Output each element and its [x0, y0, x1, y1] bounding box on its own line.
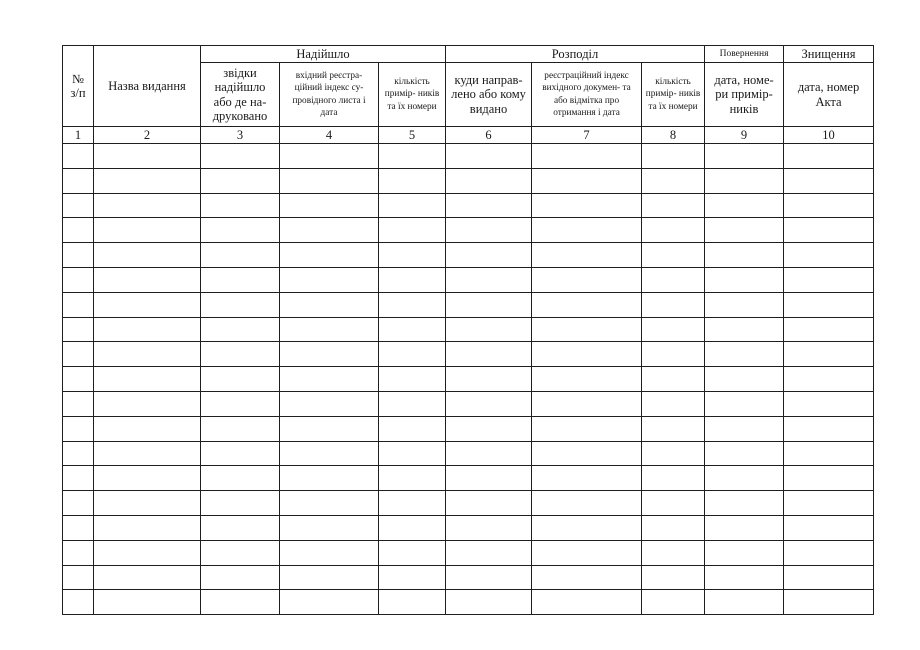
- distributed-copies-header: кількість примір- ників та їх номери: [642, 63, 705, 127]
- table-cell: [201, 540, 280, 565]
- table-cell: [642, 367, 705, 392]
- table-cell: [280, 515, 379, 540]
- table-cell: [784, 144, 874, 169]
- table-cell: [63, 342, 94, 367]
- table-cell: [63, 515, 94, 540]
- table-cell: [379, 491, 446, 516]
- table-cell: [201, 317, 280, 342]
- table-cell: [784, 515, 874, 540]
- table-cell: [784, 342, 874, 367]
- table-cell: [532, 565, 642, 590]
- table-cell: [642, 193, 705, 218]
- table-row: [63, 367, 874, 392]
- table-cell: [784, 267, 874, 292]
- table-row: [63, 391, 874, 416]
- table-cell: [280, 292, 379, 317]
- destruction-group-header: Знищення: [784, 46, 874, 63]
- table-cell: [642, 144, 705, 169]
- table-cell: [446, 590, 532, 615]
- table-cell: [280, 342, 379, 367]
- table-cell: [63, 144, 94, 169]
- table-cell: [784, 416, 874, 441]
- column-number: 8: [642, 127, 705, 144]
- table-cell: [201, 267, 280, 292]
- table-cell: [379, 317, 446, 342]
- table-cell: [201, 193, 280, 218]
- table-cell: [446, 565, 532, 590]
- table-cell: [532, 243, 642, 268]
- table-cell: [705, 168, 784, 193]
- table-cell: [63, 243, 94, 268]
- table-row: [63, 416, 874, 441]
- table-cell: [63, 292, 94, 317]
- table-cell: [63, 367, 94, 392]
- table-cell: [379, 391, 446, 416]
- table-cell: [642, 441, 705, 466]
- table-row: [63, 168, 874, 193]
- table-cell: [280, 590, 379, 615]
- table-cell: [446, 540, 532, 565]
- table-cell: [446, 218, 532, 243]
- table-cell: [63, 441, 94, 466]
- table-row: [63, 565, 874, 590]
- table-cell: [280, 565, 379, 590]
- table-cell: [784, 218, 874, 243]
- table-cell: [280, 243, 379, 268]
- table-cell: [379, 193, 446, 218]
- table-cell: [63, 391, 94, 416]
- table-cell: [784, 168, 874, 193]
- table-cell: [63, 193, 94, 218]
- table-cell: [94, 491, 201, 516]
- table-cell: [201, 441, 280, 466]
- table-cell: [784, 540, 874, 565]
- table-cell: [705, 565, 784, 590]
- table-cell: [532, 590, 642, 615]
- table-cell: [446, 144, 532, 169]
- table-cell: [446, 466, 532, 491]
- table-cell: [532, 168, 642, 193]
- table-cell: [280, 367, 379, 392]
- table-cell: [532, 441, 642, 466]
- column-number: 7: [532, 127, 642, 144]
- table-cell: [705, 218, 784, 243]
- table-cell: [280, 168, 379, 193]
- table-cell: [379, 218, 446, 243]
- table-row: [63, 317, 874, 342]
- table-cell: [94, 342, 201, 367]
- table-cell: [784, 292, 874, 317]
- table-cell: [379, 565, 446, 590]
- table-cell: [63, 565, 94, 590]
- table-cell: [705, 267, 784, 292]
- table-cell: [784, 441, 874, 466]
- table-cell: [705, 342, 784, 367]
- table-cell: [705, 193, 784, 218]
- table-cell: [532, 540, 642, 565]
- table-cell: [201, 367, 280, 392]
- table-row: [63, 193, 874, 218]
- table-cell: [705, 144, 784, 169]
- table-row: [63, 590, 874, 615]
- table-cell: [63, 466, 94, 491]
- table-cell: [446, 441, 532, 466]
- table-cell: [784, 243, 874, 268]
- column-number: 4: [280, 127, 379, 144]
- table-row: [63, 144, 874, 169]
- incoming-index-header: вхідний реєстра- ційний індекс су- провідного листа і дата: [280, 63, 379, 127]
- column-number: 1: [63, 127, 94, 144]
- table-cell: [94, 367, 201, 392]
- received-group-header: Надійшло: [201, 46, 446, 63]
- table-cell: [63, 491, 94, 516]
- destination-header: куди направ- лено або кому видано: [446, 63, 532, 127]
- table-cell: [532, 367, 642, 392]
- table-cell: [705, 367, 784, 392]
- table-cell: [784, 491, 874, 516]
- table-cell: [94, 540, 201, 565]
- table-cell: [642, 590, 705, 615]
- table-cell: [642, 342, 705, 367]
- table-cell: [94, 243, 201, 268]
- table-body: [63, 144, 874, 615]
- table-cell: [446, 317, 532, 342]
- table-cell: [705, 416, 784, 441]
- return-date-header: дата, номе- ри примір- ників: [705, 63, 784, 127]
- table-cell: [280, 144, 379, 169]
- table-cell: [94, 416, 201, 441]
- table-cell: [201, 416, 280, 441]
- table-cell: [784, 590, 874, 615]
- table-cell: [446, 243, 532, 268]
- table-cell: [280, 267, 379, 292]
- table-cell: [446, 342, 532, 367]
- table-cell: [705, 391, 784, 416]
- table-cell: [446, 193, 532, 218]
- table-row: [63, 342, 874, 367]
- table-cell: [784, 367, 874, 392]
- table-cell: [201, 391, 280, 416]
- table-cell: [532, 416, 642, 441]
- table-cell: [94, 218, 201, 243]
- table-cell: [532, 391, 642, 416]
- table-cell: [532, 144, 642, 169]
- table-cell: [94, 466, 201, 491]
- table-cell: [280, 491, 379, 516]
- table-cell: [705, 540, 784, 565]
- table-cell: [532, 267, 642, 292]
- table-row: [63, 218, 874, 243]
- table-cell: [446, 367, 532, 392]
- column-number: 5: [379, 127, 446, 144]
- table-cell: [784, 193, 874, 218]
- table-cell: [642, 243, 705, 268]
- table-cell: [532, 193, 642, 218]
- table-cell: [280, 218, 379, 243]
- table-cell: [280, 416, 379, 441]
- table-cell: [446, 391, 532, 416]
- table-cell: [379, 292, 446, 317]
- table-cell: [784, 466, 874, 491]
- table-cell: [201, 218, 280, 243]
- table-cell: [94, 292, 201, 317]
- table-cell: [532, 515, 642, 540]
- table-cell: [94, 193, 201, 218]
- table-cell: [642, 168, 705, 193]
- table-cell: [201, 590, 280, 615]
- table-cell: [63, 218, 94, 243]
- table-cell: [201, 243, 280, 268]
- title-header: Назва видання: [94, 46, 201, 127]
- table-cell: [201, 565, 280, 590]
- table-cell: [642, 565, 705, 590]
- column-number: 9: [705, 127, 784, 144]
- table-cell: [532, 292, 642, 317]
- table-cell: [94, 441, 201, 466]
- table-cell: [446, 168, 532, 193]
- table-cell: [94, 267, 201, 292]
- table-cell: [379, 540, 446, 565]
- table-cell: [642, 218, 705, 243]
- table-row: [63, 466, 874, 491]
- table-cell: [705, 441, 784, 466]
- table-cell: [201, 491, 280, 516]
- table-cell: [63, 267, 94, 292]
- return-group-header: Повернення: [705, 46, 784, 63]
- table-row: [63, 491, 874, 516]
- table-cell: [280, 441, 379, 466]
- table-cell: [379, 267, 446, 292]
- table-cell: [379, 342, 446, 367]
- table-cell: [532, 342, 642, 367]
- table-row: [63, 515, 874, 540]
- table-cell: [379, 590, 446, 615]
- table-cell: [94, 168, 201, 193]
- table-row: [63, 540, 874, 565]
- table-cell: [201, 515, 280, 540]
- table-cell: [201, 144, 280, 169]
- table-cell: [63, 416, 94, 441]
- table-cell: [705, 491, 784, 516]
- table-cell: [532, 491, 642, 516]
- table-cell: [63, 317, 94, 342]
- column-number: 6: [446, 127, 532, 144]
- table-cell: [705, 590, 784, 615]
- table-cell: [642, 267, 705, 292]
- table-cell: [446, 515, 532, 540]
- register-table: [62, 45, 874, 615]
- table-cell: [201, 292, 280, 317]
- table-cell: [446, 416, 532, 441]
- table-cell: [532, 466, 642, 491]
- source-header: звідки надійшло або де на- друковано: [201, 63, 280, 127]
- table-cell: [642, 391, 705, 416]
- table-cell: [446, 491, 532, 516]
- table-cell: [705, 317, 784, 342]
- table-cell: [280, 540, 379, 565]
- table-cell: [379, 416, 446, 441]
- table-cell: [705, 292, 784, 317]
- table-cell: [642, 466, 705, 491]
- table-cell: [446, 267, 532, 292]
- table-cell: [705, 466, 784, 491]
- table-cell: [642, 491, 705, 516]
- destruction-act-header: дата, номер Акта: [784, 63, 874, 127]
- table-row: [63, 292, 874, 317]
- received-copies-header: кількість примір- ників та їх номери: [379, 63, 446, 127]
- outgoing-index-header: реєстраційний індекс вихідного докумен- та або відмітка про отримання і дата: [532, 63, 642, 127]
- column-number: 10: [784, 127, 874, 144]
- table-cell: [379, 515, 446, 540]
- table-cell: [379, 466, 446, 491]
- table-cell: [201, 466, 280, 491]
- table-cell: [63, 590, 94, 615]
- table-cell: [94, 565, 201, 590]
- table-cell: [94, 391, 201, 416]
- table-cell: [379, 441, 446, 466]
- table-cell: [642, 416, 705, 441]
- table-cell: [63, 540, 94, 565]
- table-cell: [642, 540, 705, 565]
- table-cell: [705, 515, 784, 540]
- distribution-group-header: Розподіл: [446, 46, 705, 63]
- table-cell: [201, 342, 280, 367]
- table-cell: [705, 243, 784, 268]
- table-cell: [201, 168, 280, 193]
- table-row: [63, 267, 874, 292]
- table-cell: [280, 317, 379, 342]
- table-cell: [94, 144, 201, 169]
- table-cell: [63, 168, 94, 193]
- table-cell: [280, 466, 379, 491]
- table-cell: [379, 168, 446, 193]
- table-cell: [94, 590, 201, 615]
- table-cell: [784, 391, 874, 416]
- table-cell: [642, 317, 705, 342]
- table-row: [63, 441, 874, 466]
- table-cell: [94, 515, 201, 540]
- table-cell: [94, 317, 201, 342]
- table-cell: [784, 565, 874, 590]
- table-row: [63, 243, 874, 268]
- table-cell: [446, 292, 532, 317]
- column-number: 2: [94, 127, 201, 144]
- table-cell: [280, 193, 379, 218]
- table-cell: [379, 144, 446, 169]
- table-cell: [280, 391, 379, 416]
- table-cell: [642, 515, 705, 540]
- table-cell: [379, 243, 446, 268]
- table-cell: [532, 218, 642, 243]
- column-number: 3: [201, 127, 280, 144]
- column-number-row: [63, 127, 874, 144]
- table-cell: [532, 317, 642, 342]
- table-cell: [642, 292, 705, 317]
- number-header: № з/п: [63, 46, 94, 127]
- table-cell: [784, 317, 874, 342]
- table-cell: [379, 367, 446, 392]
